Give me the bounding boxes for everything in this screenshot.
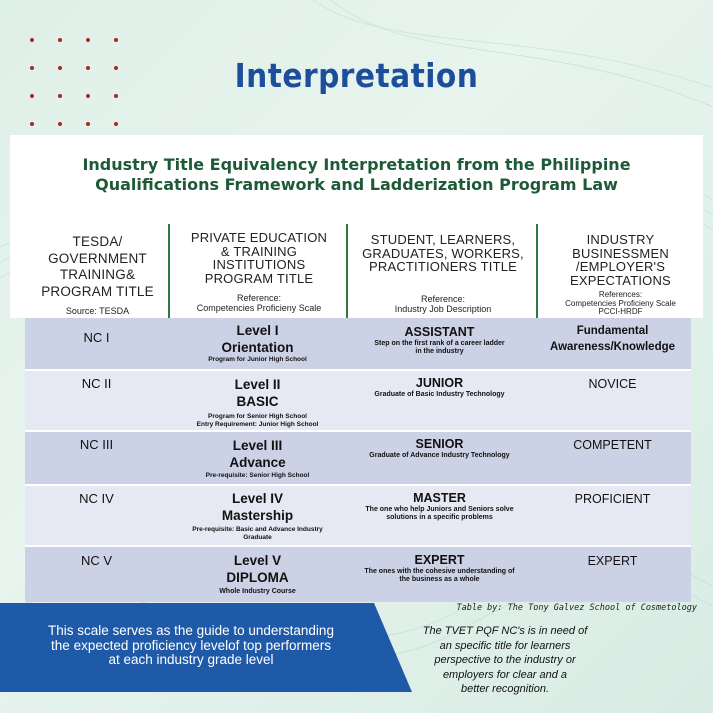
decorative-dot (86, 122, 90, 126)
program-level: Level IV (231, 491, 284, 506)
column-divider (346, 224, 348, 318)
employer-expectation: Fundamental Awareness/Knowledge (549, 325, 676, 353)
header-card (10, 135, 703, 318)
nc-level: NC V (80, 553, 113, 568)
program-note: Pre-requisite: Basic and Advance Industry Graduate (192, 526, 323, 541)
table-row (25, 432, 691, 484)
equivalency-table (25, 318, 691, 602)
nc-level: NC III (79, 437, 114, 452)
program-level: Level II (234, 377, 281, 392)
nc-level: NC I (83, 330, 110, 345)
employer-expectation: NOVICE (588, 377, 637, 391)
table-row (25, 486, 691, 545)
column-reference: Reference: Industry Job Description (394, 293, 492, 314)
page-title: Interpretation (234, 56, 479, 95)
industry-title: SENIOR (415, 437, 464, 451)
decorative-dot (114, 122, 118, 126)
nc-level: NC IV (79, 491, 114, 506)
program-level: Level I (236, 323, 279, 338)
decorative-dot (30, 94, 34, 98)
program-note: Program for Senior High School Entry Requirement: Junior High School (196, 413, 319, 428)
side-note: The TVET PQF NC's is in need of an specific title for learners perspective to the industry or employers for clear and a better recognition. (422, 625, 588, 695)
nc-level: NC II (81, 376, 112, 391)
table-heading (10, 155, 703, 195)
column-reference: References: Competencies Proficieny Scale PCCI-HRDF (565, 290, 676, 316)
program-note: Pre-requisite: Senior High School (205, 472, 310, 479)
industry-title: ASSISTANT (404, 325, 475, 339)
table-heading-line: Industry Title Equivalency Interpretation from the Philippine (82, 155, 631, 174)
program-name: Orientation (221, 340, 294, 355)
column-source: Source: TESDA (65, 306, 130, 316)
title-description: Graduate of Advance Industry Technology (369, 452, 510, 459)
decorative-dot (30, 66, 34, 70)
table-heading-line: Qualifications Framework and Ladderization Program Law (95, 175, 618, 194)
program-name: BASIC (236, 394, 279, 409)
title-description: The ones with the cohesive understanding of the business as a whole (364, 568, 515, 583)
decorative-dot (30, 38, 34, 42)
column-header-student-title: STUDENT, LEARNERS, GRADUATES, WORKERS, PRACTITIONERS TITLE Reference: Industry Job Description (352, 224, 534, 327)
program-name: DIPLOMA (226, 570, 289, 585)
industry-title: EXPERT (414, 553, 465, 567)
column-header-private-education: PRIVATE EDUCATION & TRAINING INSTITUTIONS PROGRAM TITLE Reference: Competencies Proficieny Scale (174, 224, 344, 325)
program-note: Program for Junior High School (208, 356, 307, 363)
program-name: Mastership (221, 508, 294, 523)
employer-expectation: PROFICIENT (574, 492, 651, 506)
title-description: Graduate of Basic Industry Technology (374, 391, 505, 398)
employer-expectation: COMPETENT (573, 438, 652, 452)
program-note: Whole Industry Course (219, 588, 296, 595)
decorative-dot (58, 38, 62, 42)
table-caption: Table by: The Tony Galvez School of Cosmetology (456, 603, 697, 613)
column-reference: Reference: Competencies Proficieny Scale (196, 293, 322, 313)
employer-expectation: EXPERT (587, 554, 638, 568)
program-level: Level III (232, 438, 283, 453)
table-row (25, 371, 691, 430)
program-name: Advance (229, 455, 286, 470)
banner-text: This scale serves as the guide to understanding the expected proficiency levelof top performers at each industry grade level (48, 623, 334, 667)
program-level: Level V (233, 553, 282, 568)
decorative-dot (58, 122, 62, 126)
table-row (25, 318, 691, 369)
decorative-dot (30, 122, 34, 126)
title-description: The one who help Juniors and Seniors solve solutions in a specific problems (365, 506, 514, 521)
column-divider (168, 224, 170, 318)
industry-title: MASTER (413, 491, 466, 505)
column-divider (536, 224, 538, 318)
industry-title: JUNIOR (415, 376, 464, 390)
title-description: Step on the first rank of a career ladder in the industry (374, 340, 505, 355)
decorative-dot (86, 38, 90, 42)
column-header-tesda: TESDA/ GOVERNMENT TRAINING& PROGRAM TITLE Source: TESDA (30, 224, 165, 328)
decorative-dot (114, 38, 118, 42)
column-header-employer-expectations: INDUSTRY BUSINESSMEN /EMPLOYER'S EXPECTATIONS References: Competencies Proficieny Scale PCCI-HRDF (542, 224, 699, 327)
table-row (25, 547, 691, 602)
